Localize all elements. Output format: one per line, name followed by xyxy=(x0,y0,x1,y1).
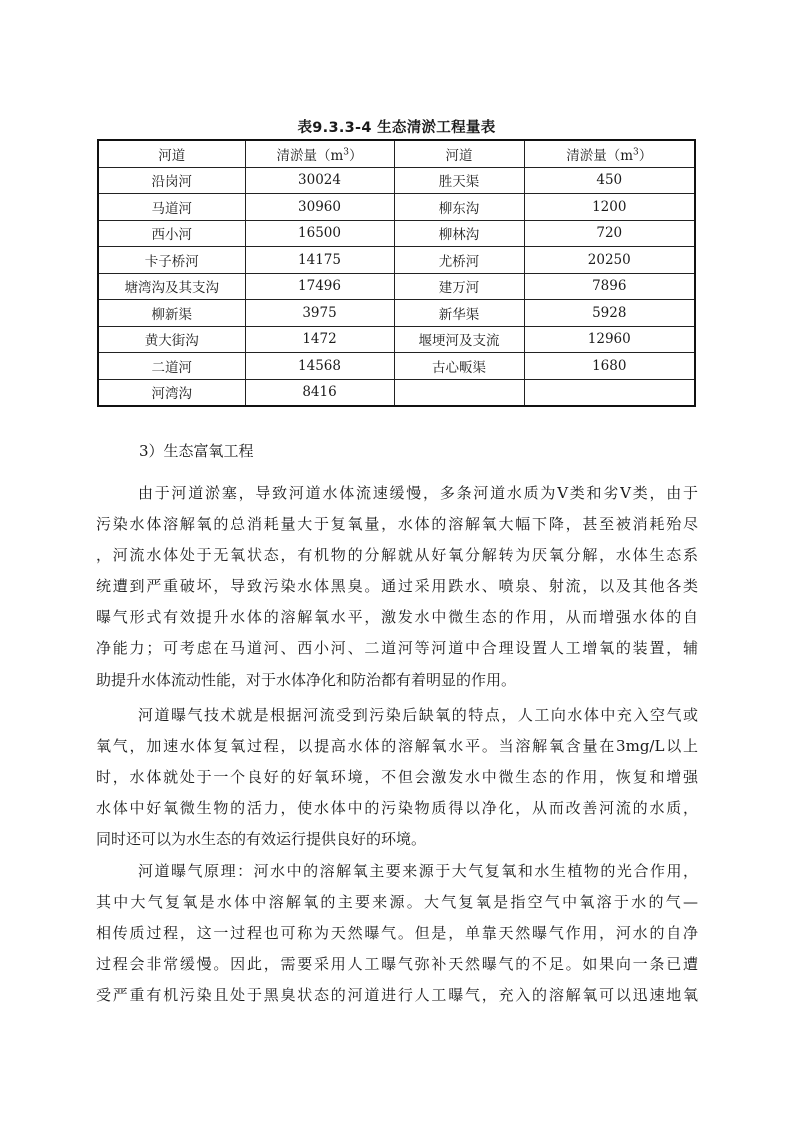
table-cell: 柳林沟 xyxy=(394,220,524,247)
text-line: 净能力；可考虑在马道河、西小河、二道河等河道中合理设置人工增氧的装置，辅 xyxy=(96,639,698,658)
header-volume-1-exp: 3 xyxy=(343,147,350,158)
header-river-2: 河道 xyxy=(394,140,524,167)
table-cell: 塘湾沟及其支沟 xyxy=(98,273,245,300)
table-row xyxy=(98,194,695,221)
table-cell: 17496 xyxy=(245,273,394,300)
table-cell: 8416 xyxy=(245,379,394,406)
text-line: ，河流水体处于无氧状态，有机物的分解就从好氧分解转为厌氧分解，水体生态系 xyxy=(96,546,698,565)
table-cell: 5928 xyxy=(524,300,695,327)
text-line: 氧气，加速水体复氧过程，以提高水体的溶解氧水平。当溶解氧含量在3mg/L以上 xyxy=(96,737,698,756)
table-cell: 14175 xyxy=(245,247,394,274)
table-cell: 12960 xyxy=(524,326,695,353)
text-line: 助提升水体流动性能，对于水体净化和防治都有着明显的作用。 xyxy=(96,670,517,689)
table-row xyxy=(98,326,695,353)
text-line: 其中大气复氧是水体中溶解氧的主要来源。大气复氧是指空气中氧溶于水的气— xyxy=(96,893,698,912)
table-cell: 堰埂河及支流 xyxy=(394,326,524,353)
table-row xyxy=(98,220,695,247)
table-header-row xyxy=(98,140,695,167)
table-cell: 新华渠 xyxy=(394,300,524,327)
paragraph-2 xyxy=(96,700,698,855)
text-line: 受严重有机污染且处于黑臭状态的河道进行人工曝气，充入的溶解氧可以迅速地氧 xyxy=(96,986,698,1005)
table-cell: 黄大街沟 xyxy=(98,326,245,353)
table-cell xyxy=(394,379,524,406)
table-cell: 7896 xyxy=(524,273,695,300)
header-volume-1-close: ） xyxy=(349,147,363,164)
text-line: 河道曝气技术就是根据河流受到污染后缺氧的特点，人工向水体中充入空气或 xyxy=(138,706,698,724)
table-cell: 西小河 xyxy=(98,220,245,247)
table-cell: 30960 xyxy=(245,194,394,221)
table-cell: 1200 xyxy=(524,194,695,221)
table-row xyxy=(98,167,695,194)
table-cell: 马道河 xyxy=(98,194,245,221)
table-cell: 河湾沟 xyxy=(98,379,245,406)
header-volume-1 xyxy=(245,140,394,167)
table-cell: 16500 xyxy=(245,220,394,247)
table-cell: 20250 xyxy=(524,247,695,274)
table-cell: 1680 xyxy=(524,353,695,380)
text-line: 统遭到严重破坏，导致污染水体黑臭。通过采用跌水、喷泉、射流，以及其他各类 xyxy=(96,577,698,596)
table-row xyxy=(98,273,695,300)
table-cell: 720 xyxy=(524,220,695,247)
table-cell: 30024 xyxy=(245,167,394,194)
text-line: 时，水体就处于一个良好的好氧环境，不但会激发水中微生态的作用，恢复和增强 xyxy=(96,768,698,787)
table-row xyxy=(98,379,695,406)
table-cell: 古心畈渠 xyxy=(394,353,524,380)
text-line: 水体中好氧微生物的活力，使水体中的污染物质得以净化，从而改善河流的水质， xyxy=(96,799,698,818)
table-cell: 柳新渠 xyxy=(98,300,245,327)
paragraph-3 xyxy=(96,856,698,1011)
table-cell: 沿岗河 xyxy=(98,167,245,194)
header-volume-2-close: ） xyxy=(638,147,653,164)
table-row xyxy=(98,353,695,380)
table-cell: 二道河 xyxy=(98,353,245,380)
text-line: 相传质过程，这一过程也可称为天然曝气。但是，单靠天然曝气作用，河水的自净 xyxy=(96,924,698,943)
dredging-volume-table xyxy=(97,139,696,407)
text-line: 污染水体溶解氧的总消耗量大于复氧量，水体的溶解氧大幅下降，甚至被消耗殆尽 xyxy=(96,515,698,534)
table-cell: 建万河 xyxy=(394,273,524,300)
header-volume-2 xyxy=(524,140,695,167)
header-volume-1-text: 清淤量（m xyxy=(276,147,344,164)
table-cell: 尤桥河 xyxy=(394,247,524,274)
table-cell: 胜天渠 xyxy=(394,167,524,194)
table-cell: 3975 xyxy=(245,300,394,327)
header-river-1: 河道 xyxy=(98,140,245,167)
table-cell: 1472 xyxy=(245,326,394,353)
text-line: 河道曝气原理：河水中的溶解氧主要来源于大气复氧和水生植物的光合作用， xyxy=(138,862,698,880)
text-line: 过程会非常缓慢。因此，需要采用人工曝气弥补天然曝气的不足。如果向一条已遭 xyxy=(96,955,698,974)
paragraph-1 xyxy=(96,478,698,696)
text-line: 由于河道淤塞，导致河道水体流速缓慢，多条河道水质为Ⅴ类和劣Ⅴ类，由于 xyxy=(138,484,698,502)
table-cell: 卡子桥河 xyxy=(98,247,245,274)
header-volume-2-text: 清淤量（m xyxy=(566,147,634,164)
table-row xyxy=(98,300,695,327)
text-line: 同时还可以为水生态的有效运行提供良好的环境。 xyxy=(96,830,427,849)
section-subheading: 3）生态富氧工程 xyxy=(139,442,254,460)
header-volume-2-exp: 3 xyxy=(633,147,639,158)
table-row xyxy=(98,247,695,274)
table-cell xyxy=(524,379,695,406)
table-caption: 表9.3.3-4 生态清淤工程量表 xyxy=(297,120,496,136)
table-cell: 14568 xyxy=(245,353,394,380)
text-line: 曝气形式有效提升水体的溶解氧水平，激发水中微生态的作用，从而增强水体的自 xyxy=(96,608,698,627)
table-cell: 450 xyxy=(524,167,695,194)
table-cell: 柳东沟 xyxy=(394,194,524,221)
